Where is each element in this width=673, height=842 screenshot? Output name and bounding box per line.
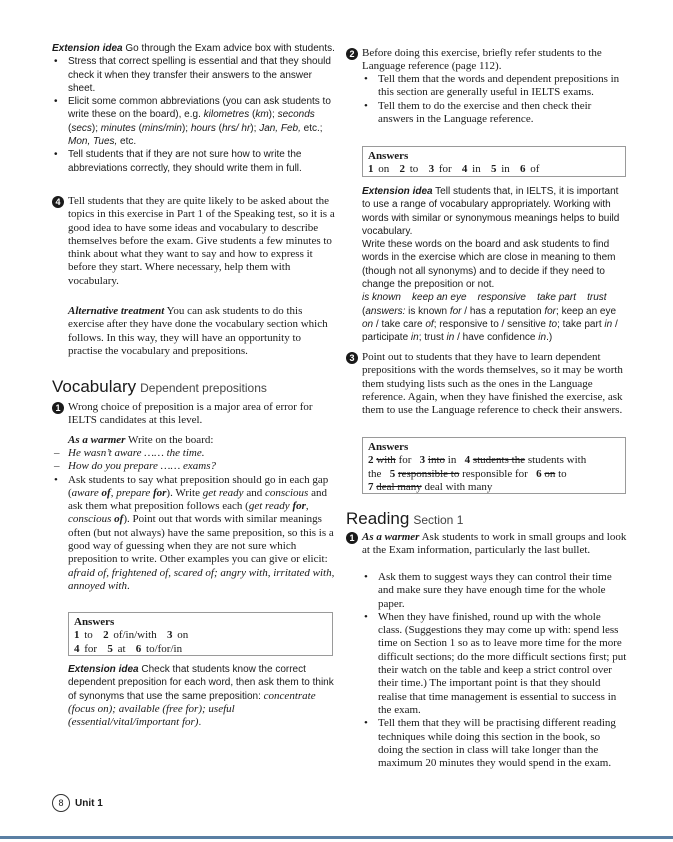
bullet-item: • Tell them that the words and dependent prepositions in this section are generally useful in IELTS exams. — [362, 73, 627, 100]
item-text: Wrong choice of preposition is a major area of error for IELTS candidates at this level. — [68, 401, 313, 427]
word-list: is known keep an eye responsive take part trust — [362, 292, 607, 304]
item-3 — [346, 351, 627, 417]
reading-heading — [346, 509, 627, 530]
answers-title: Answers — [368, 441, 409, 453]
number-badge-1: 1 — [52, 402, 64, 414]
section-title: Vocabulary — [52, 377, 137, 396]
item-2 — [346, 47, 627, 74]
bullet-item: • Tell them that they will be practising different reading techniques while doing this section in the book, so doing the section in class will take longer than the maximum 20 minutes they would spend in the exam. — [362, 717, 627, 770]
extension-idea-1 — [52, 42, 335, 175]
item-text: Before doing this exercise, briefly refer students to the Language reference (page 112). — [362, 47, 602, 73]
answers-row: 7 deal many deal with many — [368, 480, 493, 493]
extension-answers: (answers: is known for / has a reputation for; keep an eye on / take care of; responsive to / sensitive to; take part in / participate in; trust in / have confidence in.) — [362, 305, 618, 344]
reading-item-1 — [346, 531, 627, 558]
extension-label: Extension idea — [68, 664, 139, 675]
alt-text: You can ask students to do this exercise after they have done the vocabulary section which follows. In this way, they will have an opportunity to practise the vocabulary and prepositions. — [68, 305, 328, 357]
section-subtitle: Section 1 — [413, 513, 464, 527]
number-badge-2: 2 — [346, 48, 358, 60]
warmer-list — [52, 447, 335, 593]
number-badge-1: 1 — [346, 532, 358, 544]
warmer-block: As a warmer Write on the board: — [68, 434, 214, 446]
answers-box-2 — [362, 146, 626, 177]
extension-idea-2: Extension idea Check that students know the correct dependent preposition for each word, then ask them to think of synonyms that use the same preposition: concentrate (focus on); available (free for); useful (essential/vital/important for). — [68, 664, 334, 729]
bottom-rule — [0, 836, 673, 839]
item-text: Tell students that they are quite likely to be asked about the topics in this exercise in Part 1 of the Speaking test, so it is a good idea to have some ideas and vocabulary to describe themselves before the exam. Give students a few minutes to think about what they want to say and how to express it before they start. Where necessary, help them with vocabulary. — [68, 195, 335, 287]
extension-text: Go through the Exam advice box with students. — [122, 43, 335, 54]
item-4 — [52, 195, 335, 288]
answers-title: Answers — [368, 150, 409, 162]
bullet-item: • Ask them to suggest ways they can control their time and make sure they have enough time for the whole paper. — [362, 571, 627, 611]
bullet-item: • Tell students that if they are not sure how to write the abbreviations correctly, they should write them in full. — [52, 148, 335, 175]
extension-idea-3: Extension idea Tell students that, in IELTS, it is important to use a range of vocabulary appropriately. Working with words with similar or synonymous meanings helps to build vocabulary. Write these words on the board and ask students to find words in the exercise which are close in meaning to them (though not all synonyms) and to decide if they need to change the preposition or not. is known keep an eye responsive take part trust (answers: is known for / has a reputation for; keep an eye on / take care of; responsive to / sensitive to; take part in / participate in; trust in / have confidence in.) — [346, 185, 627, 345]
answers-row: the 5 responsible to responsible for 6 on to — [368, 467, 567, 480]
alt-label: Alternative treatment — [68, 305, 165, 317]
answers-row: 2 with for 3 into in 4 students the students with — [368, 454, 587, 467]
page-number: 8 — [52, 794, 70, 812]
bullet-item: • When they have finished, round up with the whole class. (Suggestions they may come up with: spend less time on Section 1 so as to leave more time for the more difficult sections; do the more difficult sections first; put their watch on the table and keep a strict control over their time.) The important point is that they should realise that time management is essential to success in the exam. — [362, 611, 627, 717]
section-subtitle: Dependent prepositions — [140, 381, 267, 395]
section-title: Reading — [346, 509, 410, 528]
answers-box-3 — [362, 437, 626, 494]
answers-title: Answers — [74, 616, 115, 628]
vocabulary-heading — [52, 377, 335, 398]
answers-row: 4 for 5 at 6 to/for/in — [74, 642, 183, 655]
answers-row: 1 to 2 of/in/with 3 on — [74, 629, 189, 642]
reading-bullets — [362, 571, 627, 770]
unit-label: Unit 1 — [75, 797, 103, 809]
warmer-label: As a warmer — [68, 434, 126, 446]
bullet-item: • Ask students to say what preposition should go in each gap (aware of, prepare for). Write get ready and conscious and ask them what preposition follows each (get ready for, conscious of). Point out that words with similar meanings often (but not always) have the same preposition, so this is a good way of guessing when they are not sure which preposition to write. Other examples you can give or elicit: afraid of, frightened of, scared of; angry with, irritated with, annoyed with. — [52, 474, 335, 594]
extension-label: Extension idea — [362, 186, 433, 197]
extension-label: Extension idea — [52, 43, 123, 54]
answers-box-1 — [68, 612, 333, 656]
board-sentence: – How do you prepare …… exams? — [52, 460, 335, 473]
warmer-label: As a warmer — [362, 531, 420, 543]
item-text: Point out to students that they have to learn dependent prepositions with the words themselves, so it may be worth them studying lists such as the ones in the Language reference. Again, when they have finished the exercise, ask them to use the Language reference to check their answers. — [362, 351, 623, 417]
number-badge-4: 4 — [52, 196, 64, 208]
answers-row: 1 on 2 to 3 for 4 in 5 in 6 of — [368, 163, 540, 176]
bullet-item: • Tell them to do the exercise and then check their answers in the Language reference. — [362, 100, 627, 127]
bullet-item: • Elicit some common abbreviations (you can ask students to write these on the board), e.g. kilometres (km); seconds (secs); minutes (mins/min); hours (hrs/ hr); Jan, Feb, etc.; Mon, Tues, etc. — [52, 95, 335, 148]
board-sentence: – He wasn’t aware …… the time. — [52, 447, 335, 460]
item-1 — [52, 401, 335, 428]
number-badge-3: 3 — [346, 352, 358, 364]
bullet-item: • Stress that correct spelling is essential and that they should check it when they transfer their answers to the answer sheet. — [52, 55, 335, 95]
alternative-treatment — [52, 305, 335, 358]
item-2-bullets — [362, 73, 627, 126]
page-footer — [52, 794, 103, 812]
item-text: Ask students to work in small groups and look at the Exam information, particularly the last bullet. — [362, 531, 627, 557]
